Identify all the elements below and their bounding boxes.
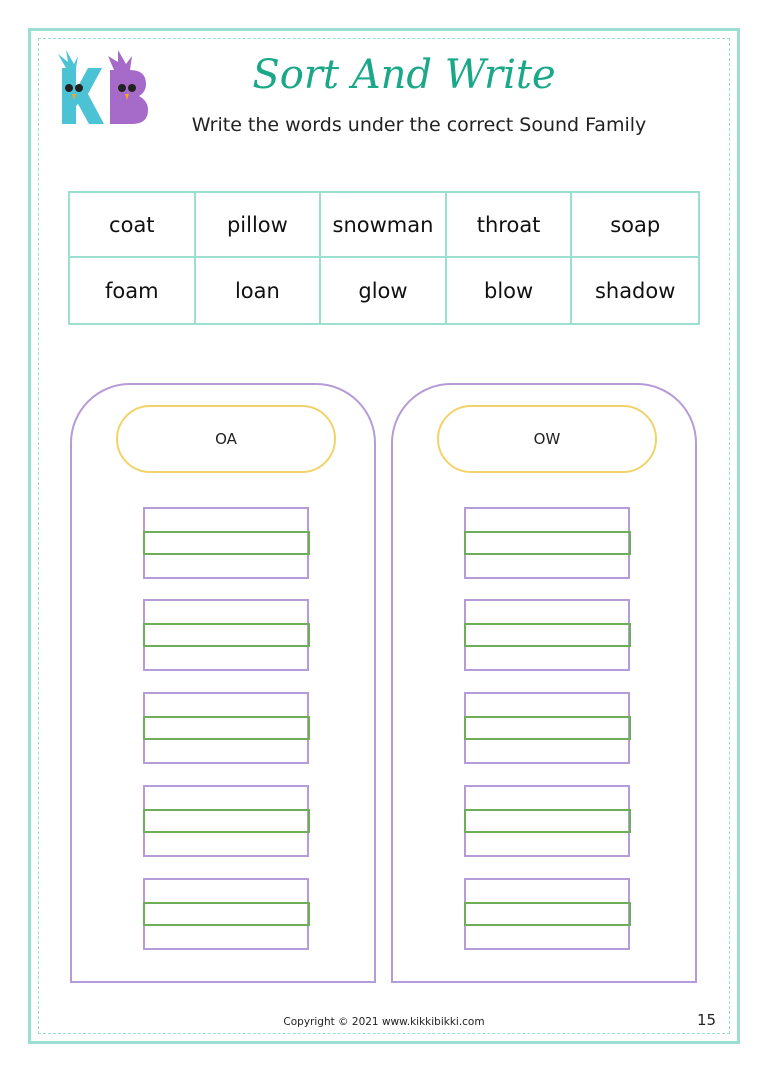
word-cell: snowman xyxy=(321,193,447,258)
word-bank-table xyxy=(68,191,700,325)
page-number: 15 xyxy=(697,1011,717,1029)
writing-midline xyxy=(464,902,631,926)
ow-family-label: OW xyxy=(437,405,657,473)
word-cell: blow xyxy=(447,258,573,323)
oa-writing-line-4[interactable] xyxy=(143,785,309,857)
oa-writing-line-2[interactable] xyxy=(143,599,309,671)
writing-midline xyxy=(143,902,310,926)
writing-midline xyxy=(143,809,310,833)
word-cell: soap xyxy=(572,193,698,258)
writing-midline xyxy=(464,716,631,740)
page-title: Sort And Write xyxy=(252,52,556,98)
writing-midline xyxy=(464,531,631,555)
writing-midline xyxy=(464,809,631,833)
oa-writing-line-5[interactable] xyxy=(143,878,309,950)
word-cell: pillow xyxy=(196,193,322,258)
word-cell: shadow xyxy=(594,278,676,303)
ow-sound-family-column xyxy=(391,383,697,983)
writing-midline xyxy=(143,716,310,740)
writing-midline xyxy=(143,531,310,555)
ow-writing-line-3[interactable] xyxy=(464,692,630,764)
word-cell: foam xyxy=(70,258,196,323)
word-cell: throat xyxy=(447,193,573,258)
ow-writing-line-4[interactable] xyxy=(464,785,630,857)
oa-writing-line-3[interactable] xyxy=(143,692,309,764)
copyright-footer: Copyright © 2021 www.kikkibikki.com xyxy=(283,1016,485,1028)
ow-writing-line-5[interactable] xyxy=(464,878,630,950)
ow-writing-line-2[interactable] xyxy=(464,599,630,671)
word-cell: glow xyxy=(321,258,447,323)
oa-sound-family-column xyxy=(70,383,376,983)
ow-writing-line-1[interactable] xyxy=(464,507,630,579)
writing-midline xyxy=(464,623,631,647)
word-cell: coat xyxy=(70,193,196,258)
oa-family-label: OA xyxy=(116,405,336,473)
page-subtitle: Write the words under the correct Sound Family xyxy=(191,114,647,136)
oa-writing-line-1[interactable] xyxy=(143,507,309,579)
word-cell: loan xyxy=(196,258,322,323)
writing-midline xyxy=(143,623,310,647)
